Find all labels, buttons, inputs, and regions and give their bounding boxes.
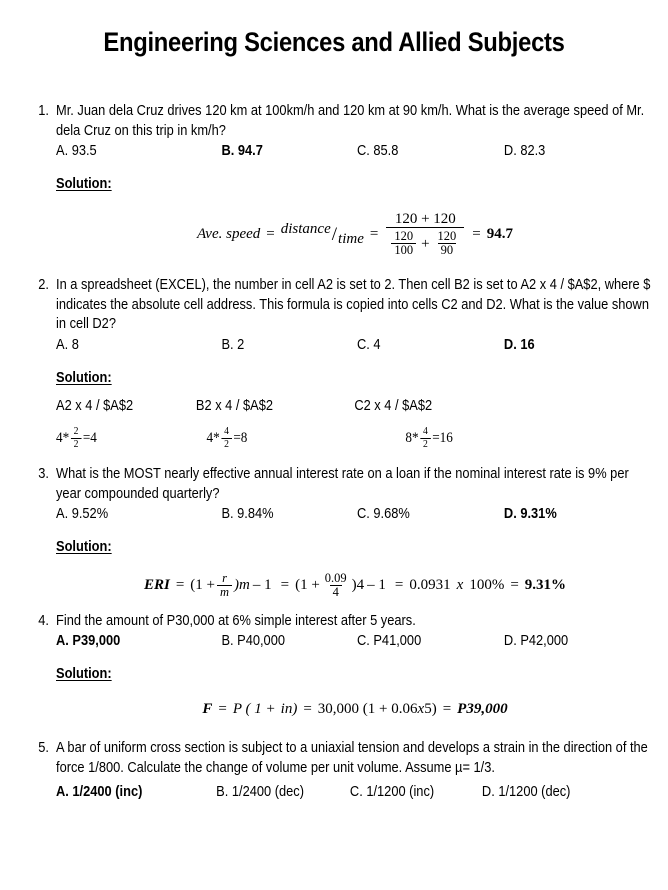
formula-1-numerator: 120 + 120	[394, 210, 456, 227]
formula-4-result: P39,000	[457, 700, 508, 717]
choice-2-d[interactable]: D. 16	[503, 337, 535, 353]
formula-4-eq1: =	[218, 700, 227, 717]
q2-step-2-den: 2	[221, 438, 231, 451]
q2-step-3-fraction	[420, 426, 430, 451]
q2-step-1-fraction	[71, 426, 81, 451]
q2-step-2	[196, 426, 365, 451]
formula-1-den-right-num: 120	[437, 228, 457, 243]
formula-3-f1-den: m	[217, 585, 232, 600]
formula-1-den-right-den: 90	[438, 243, 457, 258]
question-4-text: Find the amount of P30,000 at 6% simple interest after 5 years.	[56, 612, 416, 629]
formula-4	[56, 699, 654, 719]
formula-1	[56, 211, 654, 258]
choice-4-d[interactable]: D. P42,000	[503, 633, 569, 650]
q2-step-2-num: 4	[224, 425, 229, 438]
choice-1-d[interactable]: D. 82.3	[503, 143, 546, 160]
choice-2-b[interactable]: B. 2	[221, 337, 245, 353]
choice-3-b[interactable]: B. 9.84%	[221, 506, 274, 523]
q2-step-3-op: *	[411, 430, 419, 447]
choice-1-c[interactable]: C. 85.8	[356, 143, 399, 160]
question-2-number: 2.	[38, 276, 49, 293]
question-2-text: In a spreadsheet (EXCEL), the number in cell A2 is set to 2. Then cell B2 is set to A2 x 4 / $A$2, where $ indicates the absolute cell address. This formula is copied into cells C2 and D2. What is the value shown in cell D2?	[56, 276, 651, 333]
solution-label-2: Solution:	[56, 369, 112, 386]
q2-step-1-result: 4	[90, 430, 97, 447]
formula-3-fraction-2	[322, 572, 350, 600]
question-2-solution	[56, 369, 654, 451]
formula-1-den-left-den: 100	[391, 243, 416, 258]
formula-3-f1-num: r	[222, 570, 227, 585]
choice-3-d[interactable]: D. 9.31%	[503, 506, 557, 523]
choice-5-a[interactable]: A. 1/2400 (inc)	[56, 784, 143, 801]
q2-step-2-result: 8	[240, 430, 248, 447]
formula-1-slash: /	[331, 223, 338, 245]
question-2	[22, 276, 654, 451]
q2-step-2-lead: 4	[206, 430, 214, 447]
question-3-number: 3.	[38, 465, 49, 482]
formula-4-eq3: =	[442, 700, 452, 717]
q2-step-3-result: 16	[439, 430, 453, 447]
formula-3-eq3: =	[394, 577, 404, 594]
formula-3-minus1: – 1	[252, 577, 272, 594]
formula-3-result: 9.31%	[524, 577, 567, 594]
formula-1-distance-over-time	[281, 222, 364, 248]
question-2-solution-grid	[56, 397, 654, 450]
choice-1-b[interactable]: B. 94.7	[221, 143, 263, 160]
formula-3	[56, 572, 654, 600]
question-2-steps	[56, 426, 654, 451]
question-2-formula-headers	[56, 397, 654, 417]
q2-step-1-num: 2	[73, 425, 79, 438]
question-2-choices	[56, 336, 654, 356]
q2-step-1	[56, 426, 196, 451]
question-5-number: 5.	[38, 739, 49, 756]
q2-header-a: A2 x 4 / $A$2	[56, 398, 134, 415]
formula-1-den-left-num: 120	[394, 228, 414, 243]
choice-2-a[interactable]: A. 8	[56, 337, 79, 353]
q2-step-1-den: 2	[71, 438, 81, 451]
formula-4-times: x	[417, 700, 425, 717]
question-3-choices	[56, 505, 654, 525]
question-5-choices	[56, 783, 654, 803]
formula-4-eq2: =	[303, 700, 312, 717]
formula-3-lhs: ERI	[143, 577, 170, 594]
question-3-solution	[56, 538, 654, 600]
question-4-solution	[56, 665, 654, 719]
formula-3-mid: 0.0931	[409, 577, 451, 594]
question-1-number: 1.	[38, 103, 49, 119]
formula-1-eq2: =	[369, 226, 379, 243]
formula-1-eq3: =	[472, 226, 481, 243]
formula-1-eq1: =	[266, 226, 275, 243]
formula-1-result: 94.7	[486, 226, 514, 243]
q2-step-1-eq: =	[82, 430, 91, 447]
question-1-solution	[56, 175, 654, 258]
formula-1-big-fraction	[386, 211, 464, 258]
q2-header-c: C2 x 4 / $A$2	[354, 398, 433, 415]
page-title: Engineering Sciences and Allied Subjects	[103, 27, 565, 57]
formula-3-eq2: =	[280, 577, 290, 594]
formula-3-eq4: =	[510, 577, 519, 594]
q2-step-3-lead: 8	[405, 430, 412, 447]
question-4-choices	[56, 632, 654, 652]
formula-3-fraction-1	[217, 572, 232, 600]
choice-5-d[interactable]: D. 1/1200 (dec)	[481, 784, 571, 801]
solution-label-4: Solution:	[56, 665, 112, 682]
formula-1-time: time	[338, 231, 364, 248]
formula-3-f2-den: 4	[330, 585, 342, 600]
choice-1-a[interactable]: A. 93.5	[56, 143, 97, 160]
question-5-text: A bar of uniform cross section is subject to a uniaxial tension and develops a strain in the direction of the force 1/800. Calculate the change of volume per unit volume. Assume µ= 1/3.	[56, 739, 648, 776]
formula-3-times: x	[456, 577, 464, 594]
question-4-number: 4.	[38, 612, 49, 629]
formula-4-expr2: 30,000 (1 + 0.06	[317, 700, 418, 717]
q2-step-2-fraction	[221, 426, 231, 451]
q2-step-3-eq: =	[432, 430, 440, 447]
formula-3-hundred: 100%	[469, 577, 505, 594]
choice-3-a[interactable]: A. 9.52%	[56, 506, 109, 523]
question-3-text: What is the MOST nearly effective annual interest rate on a loan if the nominal interest rate is 9% per year compounded quarterly?	[56, 465, 629, 502]
choice-2-c[interactable]: C. 4	[356, 337, 381, 353]
formula-4-close: )	[292, 700, 298, 717]
solution-label-1: Solution:	[56, 176, 112, 193]
q2-step-3-den: 2	[420, 438, 430, 451]
question-3	[22, 465, 654, 600]
formula-1-den-left	[391, 230, 416, 258]
q2-step-3	[365, 426, 453, 451]
formula-3-open2: (1 +	[295, 577, 320, 594]
formula-3-minus2: – 1	[367, 577, 386, 594]
q2-step-3-num: 4	[422, 425, 428, 438]
question-1-text: Mr. Juan dela Cruz drives 120 km at 100km/h and 120 km at 90 km/h. What is the average speed of Mr. dela Cruz on this trip in km/h?	[56, 103, 645, 139]
q2-header-b: B2 x 4 / $A$2	[195, 398, 274, 415]
formula-1-lhs: Ave. speed	[196, 226, 261, 243]
question-1	[22, 102, 654, 258]
q2-step-2-op: *	[213, 430, 220, 447]
formula-1-den-plus: +	[421, 235, 430, 252]
questions-container	[0, 102, 668, 803]
formula-4-expr1: P ( 1 +	[232, 700, 276, 717]
choice-5-b[interactable]: B. 1/2400 (dec)	[216, 784, 304, 801]
formula-1-den-right	[435, 230, 460, 258]
formula-3-close2: )4	[351, 577, 365, 594]
formula-4-expr2b: 5)	[424, 700, 437, 717]
formula-3-open1: (1 +	[190, 577, 215, 594]
choice-4-b[interactable]: B. P40,000	[221, 633, 285, 650]
question-5	[22, 739, 654, 803]
question-4	[22, 612, 654, 719]
solution-label-3: Solution:	[56, 538, 112, 555]
formula-4-in: in	[280, 700, 293, 717]
choice-4-c[interactable]: C. P41,000	[356, 633, 422, 650]
q2-step-1-lead: 4	[56, 430, 63, 447]
formula-4-lhs: F	[202, 700, 213, 717]
choice-3-c[interactable]: C. 9.68%	[356, 506, 410, 523]
formula-1-denominator	[386, 227, 464, 258]
q2-step-1-op: *	[62, 430, 70, 447]
question-1-choices	[56, 142, 654, 162]
formula-3-eq1: =	[175, 577, 185, 594]
choice-5-c[interactable]: C. 1/1200 (inc)	[349, 784, 435, 801]
q2-step-2-eq: =	[233, 430, 241, 447]
choice-4-a[interactable]: A. P39,000	[56, 633, 121, 650]
formula-3-f2-num: 0.09	[324, 570, 347, 585]
formula-1-distance: distance	[280, 221, 331, 238]
formula-3-close1: )m	[234, 577, 250, 594]
